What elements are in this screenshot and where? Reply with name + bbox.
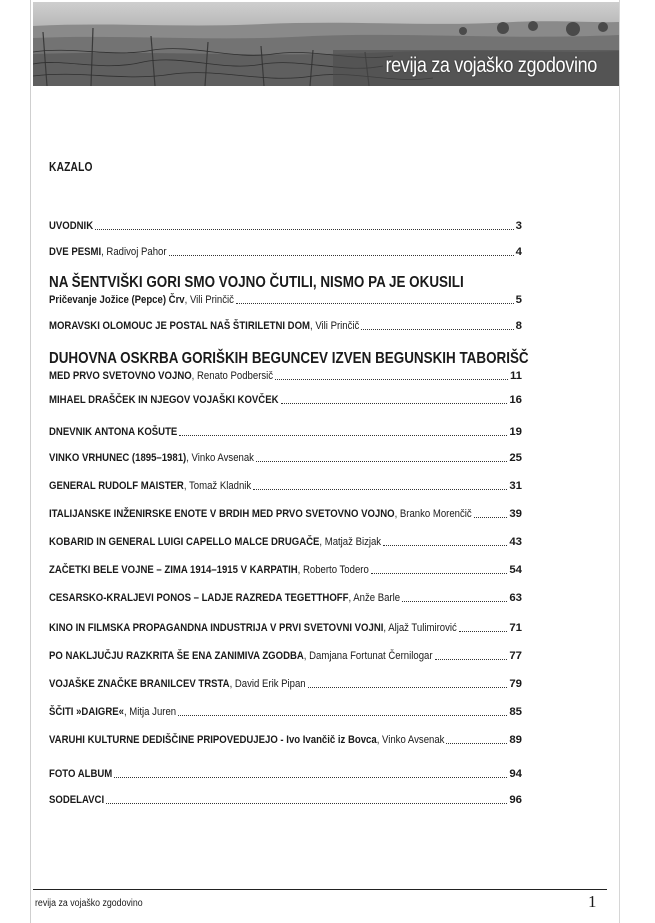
toc-entry[interactable] xyxy=(49,648,522,664)
toc-entry-title: ITALIJANSKE INŽENIRSKE ENOTE V BRDIH MED PRVO SVETOVNO VOJNO xyxy=(49,508,395,520)
toc-entry-page: 11 xyxy=(509,370,522,382)
toc-entry-separator: , xyxy=(123,706,130,718)
toc-entry[interactable] xyxy=(49,766,522,782)
toc-entry-separator: , xyxy=(191,370,198,382)
toc-entry-page: 63 xyxy=(509,592,522,604)
toc-entry-author: Damjana Fortunat Černilogar xyxy=(309,650,433,662)
toc-entry[interactable] xyxy=(49,676,522,692)
toc-entry[interactable] xyxy=(49,392,522,408)
toc-entry-title: ZAČETKI BELE VOJNE – ZIMA 1914–1915 V KARPATIH xyxy=(49,564,298,576)
toc-entry-author: Tomaž Kladnik xyxy=(188,480,252,492)
header-banner xyxy=(33,2,619,86)
toc-entry[interactable] xyxy=(49,792,522,808)
toc-entry-title: NA ŠENTVIŠKI GORI SMO VOJNO ČUTILI, NISMO PA JE OKUSILI xyxy=(49,274,464,291)
dot-leader xyxy=(179,435,507,436)
toc-entry[interactable] xyxy=(49,424,522,440)
toc-entry-separator: , xyxy=(183,480,189,492)
dot-leader xyxy=(253,489,507,490)
dot-leader xyxy=(178,715,507,716)
toc-entry-separator: , xyxy=(101,246,107,258)
dot-leader xyxy=(371,573,508,574)
toc-entry[interactable] xyxy=(49,732,522,748)
toc-entry[interactable] xyxy=(49,506,522,522)
toc-entry-author: Radivoj Pahor xyxy=(106,246,167,258)
dot-leader xyxy=(402,601,507,602)
toc-entry-separator: , xyxy=(376,734,383,746)
toc-entry-title: MORAVSKI OLOMOUC JE POSTAL NAŠ ŠTIRILETNI DOM xyxy=(49,320,311,332)
toc-entry-title: KOBARID IN GENERAL LUIGI CAPELLO MALCE DRUGAČE xyxy=(49,536,320,548)
toc-entry[interactable] xyxy=(49,450,522,466)
toc-entry-author: Renato Podbersič xyxy=(197,370,274,382)
toc-entry-page: 16 xyxy=(509,394,522,406)
toc-entry-separator: , xyxy=(383,622,389,634)
toc-entry-page: 4 xyxy=(515,246,522,258)
section-title: KAZALO xyxy=(49,160,93,174)
toc-entry-separator: , xyxy=(229,678,235,690)
toc-entry-author: Vinko Avsenak xyxy=(191,452,254,464)
toc-entry-page: 96 xyxy=(509,794,522,806)
dot-leader xyxy=(275,379,508,380)
toc-entry[interactable] xyxy=(49,620,522,636)
toc-entry-page: 39 xyxy=(509,508,522,520)
dot-leader xyxy=(446,743,507,744)
toc-entry-separator: , xyxy=(184,294,190,306)
toc-entry-author: Vinko Avsenak xyxy=(382,734,445,746)
toc-entry[interactable] xyxy=(49,478,522,494)
dot-leader xyxy=(114,777,507,778)
toc-entry-separator: , xyxy=(319,536,325,548)
toc-entry-page: 3 xyxy=(515,220,522,232)
dot-leader xyxy=(106,803,507,804)
toc-entry-page: 79 xyxy=(509,678,522,690)
toc-entry-title: DNEVNIK ANTONA KOŠUTE xyxy=(49,426,178,438)
toc-entry-separator: , xyxy=(303,650,310,662)
toc-entry-page: 89 xyxy=(509,734,522,746)
toc-entry-title: ŠČITI »DAIGRE« xyxy=(49,706,124,718)
dot-leader xyxy=(474,517,508,518)
toc-entry[interactable] xyxy=(49,318,522,334)
toc-entry-page: 25 xyxy=(509,452,522,464)
toc-entry[interactable] xyxy=(49,562,522,578)
toc-entry-page: 43 xyxy=(509,536,522,548)
toc-entry-author: Vili Prinčič xyxy=(315,320,360,332)
toc-entry[interactable] xyxy=(49,534,522,550)
dot-leader xyxy=(95,229,514,230)
toc-entry-title: VOJAŠKE ZNAČKE BRANILCEV TRSTA xyxy=(49,678,230,690)
toc-entry[interactable] xyxy=(49,218,522,234)
toc-entry-title: SODELAVCI xyxy=(49,794,105,806)
toc-entry-page: 19 xyxy=(509,426,522,438)
banner-journal-title: revija za vojaško zgodovino xyxy=(385,54,597,77)
toc-entry-page: 94 xyxy=(509,768,522,780)
dot-leader xyxy=(236,303,514,304)
toc-entry[interactable] xyxy=(49,704,522,720)
toc-entry-title: VARUHI KULTURNE DEDIŠČINE PRIPOVEDUJEJO - Ivo Ivančič iz Bovca xyxy=(49,734,377,746)
toc-entry-title: DUHOVNA OSKRBA GORIŠKIH BEGUNCEV IZVEN BEGUNSKIH TABORIŠČ xyxy=(49,350,529,367)
dot-leader xyxy=(361,329,513,330)
toc-entry-page: 85 xyxy=(509,706,522,718)
page-number: 1 xyxy=(588,892,597,911)
toc-entry-page: 5 xyxy=(515,294,522,306)
toc-entry-title: FOTO ALBUM xyxy=(49,768,113,780)
toc-entry-author: Branko Morenčič xyxy=(399,508,472,520)
toc-entry-page: 8 xyxy=(515,320,522,332)
toc-entry-author: Roberto Todero xyxy=(302,564,369,576)
toc-entry-author: Anže Barle xyxy=(353,592,401,604)
toc-entry[interactable] xyxy=(49,274,522,308)
toc-entry[interactable] xyxy=(49,590,522,606)
toc-entry-page: 71 xyxy=(509,622,522,634)
toc-entry-separator: , xyxy=(186,452,192,464)
dot-leader xyxy=(383,545,507,546)
dot-leader xyxy=(308,687,508,688)
toc-entry-title: DVE PESMI xyxy=(49,246,102,258)
toc-entry-author: Aljaž Tulimirović xyxy=(388,622,457,634)
dot-leader xyxy=(256,461,507,462)
toc-entry-author: Mitja Juren xyxy=(129,706,177,718)
dot-leader xyxy=(281,403,508,404)
toc-entry-title: CESARSKO-KRALJEVI PONOS – LADJE RAZREDA TEGETTHOFF xyxy=(49,592,349,604)
dot-leader xyxy=(435,659,508,660)
toc-entry-page: 31 xyxy=(509,480,522,492)
toc-entry-title: PO NAKLJUČJU RAZKRITA ŠE ENA ZANIMIVA ZGODBA xyxy=(49,650,304,662)
toc-entry-subtitle: Pričevanje Jožice (Pepce) Črv xyxy=(49,294,185,306)
toc-entry-separator: , xyxy=(310,320,316,332)
toc-entry-title: MIHAEL DRAŠČEK IN NJEGOV VOJAŠKI KOVČEK xyxy=(49,394,279,406)
toc-entry[interactable] xyxy=(49,350,529,384)
toc-entry-separator: , xyxy=(348,592,354,604)
toc-entry-title: VINKO VRHUNEC (1895–1981) xyxy=(49,452,187,464)
toc-entry-title: KINO IN FILMSKA PROPAGANDNA INDUSTRIJA V PRVI SVETOVNI VOJNI xyxy=(49,622,384,634)
footer-divider xyxy=(33,889,607,890)
toc-entry-page: 77 xyxy=(509,650,522,662)
toc-entry-separator: , xyxy=(297,564,303,576)
toc-entry-subtitle: MED PRVO SVETOVNO VOJNO xyxy=(49,370,192,382)
toc-entry[interactable] xyxy=(49,244,522,260)
toc-entry-author: David Erik Pipan xyxy=(234,678,306,690)
toc-entry-author: Vili Prinčič xyxy=(189,294,234,306)
toc-entry-page: 54 xyxy=(509,564,522,576)
dot-leader xyxy=(169,255,514,256)
dot-leader xyxy=(459,631,508,632)
toc-entry-title: GENERAL RUDOLF MAISTER xyxy=(49,480,184,492)
footer-journal-title: revija za vojaško zgodovino xyxy=(35,898,143,909)
toc-entry-author: Matjaž Bizjak xyxy=(324,536,382,548)
toc-entry-title: UVODNIK xyxy=(49,220,94,232)
toc-entry-separator: , xyxy=(394,508,400,520)
